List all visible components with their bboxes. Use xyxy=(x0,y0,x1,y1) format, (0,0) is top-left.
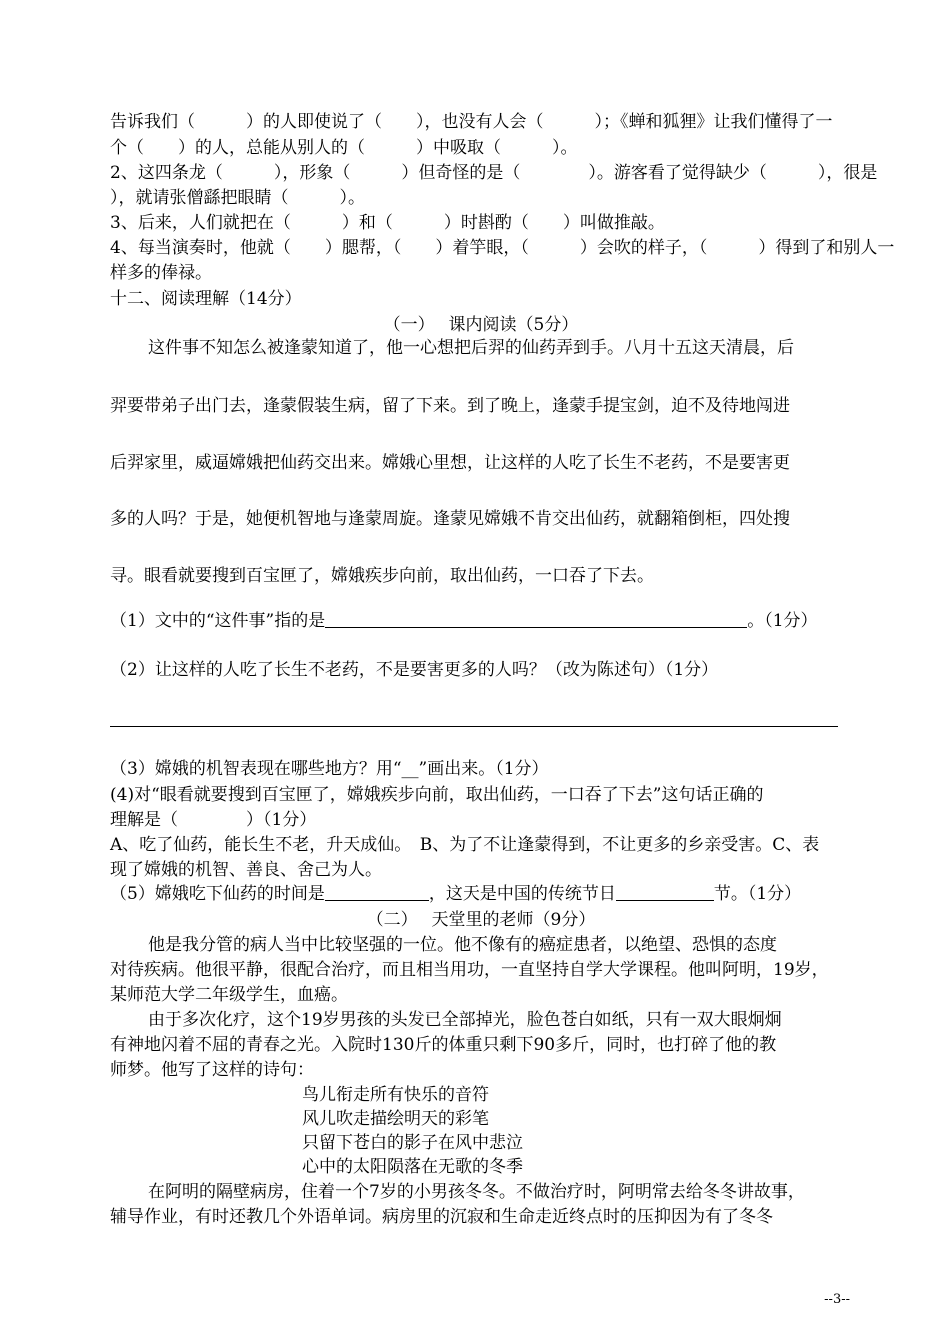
answer-line[interactable] xyxy=(110,726,838,727)
poem-line: 风儿吹走描绘明天的彩笔 xyxy=(302,1109,489,1129)
passage2-line: 他是我分管的病人当中比较坚强的一位。他不像有的癌症患者，以绝望、恐惧的态度 xyxy=(148,935,777,955)
question-1-score: 。（1分） xyxy=(747,611,818,631)
passage1-line: 这件事不知怎么被逢蒙知道了，他一心想把后羿的仙药弄到手。八月十五这天清晨，后 xyxy=(148,338,794,358)
answer-blank[interactable] xyxy=(616,884,714,901)
fill-blank-line-2: 个（ ）的人，总能从别人的（ ）中吸取（ ）。 xyxy=(110,138,578,158)
passage1-line: 羿要带弟子出门去，逢蒙假装生病，留了下来。到了晚上，逢蒙手提宝剑，迫不及待地闯进 xyxy=(110,396,790,416)
question-1-text: （1）文中的“这件事”指的是 xyxy=(110,611,326,631)
poem-line: 鸟儿衔走所有快乐的音符 xyxy=(302,1085,489,1105)
passage1-line: 寻。眼看就要搜到百宝匣了，嫦娥疾步向前，取出仙药，一口吞了下去。 xyxy=(110,566,654,586)
passage2-line: 对待疾病。他很平静，很配合治疗，而且相当用功，一直坚持自学大学课程。他叫阿明，19岁， xyxy=(110,960,829,980)
answer-blank[interactable] xyxy=(325,884,429,901)
reading1-title: （一） 课内阅读（5分） xyxy=(383,315,579,335)
fill-blank-line-3: 2、这四条龙（ ），形象（ ）但奇怪的是（ ）。游客看了觉得缺少（ ），很是 xyxy=(110,163,878,183)
passage2-line: 师梦。他写了这样的诗句： xyxy=(110,1060,314,1080)
passage1-line: 多的人吗？于是，她便机智地与逢蒙周旋。逢蒙见嫦娥不肯交出仙药，就翻箱倒柜，四处搜 xyxy=(110,509,790,529)
question-5 xyxy=(110,882,852,906)
passage2-line: 某师范大学二年级学生，血癌。 xyxy=(110,985,348,1005)
fill-blank-line-6: 4、每当演奏时，他就（ ）腮帮，（ ）着竽眼，（ ）会吹的样子，（ ）得到了和别人一 xyxy=(110,238,895,258)
question-4: (4)对“眼看就要搜到百宝匣了，嫦娥疾步向前，取出仙药，一口吞了下去”这句话正确的 xyxy=(110,785,764,805)
question-3: （3）嫦娥的机智表现在哪些地方？用“__”画出来。（1分） xyxy=(110,759,549,779)
question-4-options: A、吃了仙药，能长生不老，升天成仙。 B、为了不让逢蒙得到，不让更多的乡亲受害。C、表 xyxy=(110,835,820,855)
fill-blank-line-5: 3、后来，人们就把在（ ）和（ ）时斟酌（ ）叫做推敲。 xyxy=(110,213,665,233)
question-4-options-cont: 现了嫦娥的机智、善良、舍己为人。 xyxy=(110,860,382,880)
passage2-line: 由于多次化疗，这个19岁男孩的头发已全部掉光，脸色苍白如纸，只有一双大眼炯炯 xyxy=(148,1010,782,1030)
page-number: --3-- xyxy=(824,1292,850,1307)
section-heading: 十二、阅读理解（14分） xyxy=(110,289,302,309)
question-5-text-a: （5）嫦娥吃下仙药的时间是 xyxy=(110,884,325,904)
answer-blank[interactable] xyxy=(325,611,747,628)
passage2-line: 在阿明的隔壁病房，住着一个7岁的小男孩冬冬。不做治疗时，阿明常去给冬冬讲故事， xyxy=(148,1182,805,1202)
question-5-text-c: 节。（1分） xyxy=(713,884,802,904)
question-4-answer-prompt: 理解是（ ）（1分） xyxy=(110,810,317,830)
poem-line: 只留下苍白的影子在风中悲泣 xyxy=(302,1133,523,1153)
fill-blank-line-4: ），就请张僧繇把眼睛（ ）。 xyxy=(110,188,365,208)
fill-blank-line-1: 告诉我们（ ）的人即使说了（ ），也没有人会（ ）；《蝉和狐狸》让我们懂得了一 xyxy=(110,112,833,132)
passage2-line: 有神地闪着不屈的青春之光。入院时130斤的体重只剩下90多斤，同时，也打碎了他的教 xyxy=(110,1035,777,1055)
question-1 xyxy=(110,609,852,633)
passage1-line: 后羿家里，威逼嫦娥把仙药交出来。嫦娥心里想，让这样的人吃了长生不老药，不是要害更 xyxy=(110,453,790,473)
passage2-line: 辅导作业，有时还教几个外语单词。病房里的沉寂和生命走近终点时的压抑因为有了冬冬 xyxy=(110,1207,773,1227)
reading2-title: （二） 天堂里的老师（9分） xyxy=(366,910,596,930)
question-5-text-b: ，这天是中国的传统节日 xyxy=(428,884,616,904)
poem-line: 心中的太阳陨落在无歌的冬季 xyxy=(302,1157,523,1177)
question-2: （2）让这样的人吃了长生不老药，不是要害更多的人吗？（改为陈述句）（1分） xyxy=(110,660,719,680)
fill-blank-line-7: 样多的俸禄。 xyxy=(110,263,212,283)
